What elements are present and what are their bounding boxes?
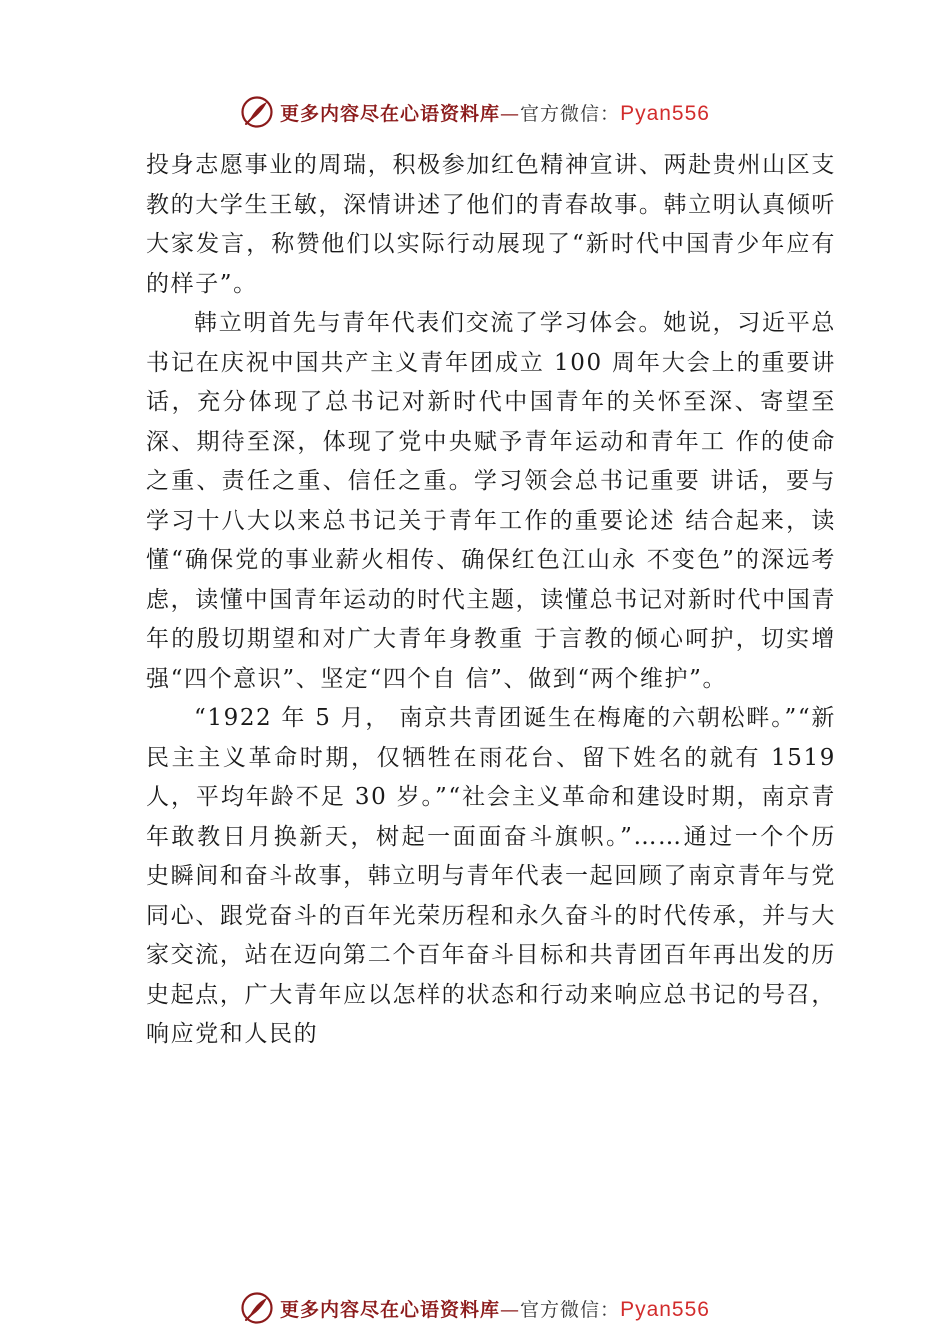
header-wechat-id: Pyan556 bbox=[620, 101, 710, 125]
quill-logo-icon bbox=[240, 1291, 274, 1325]
header-wechat-label: 官方微信： bbox=[520, 102, 621, 125]
footer-wechat-label: 官方微信： bbox=[520, 1298, 621, 1321]
header-text bbox=[280, 99, 710, 126]
footer-banner bbox=[0, 1288, 950, 1328]
header-site-text: 更多内容尽在心语资料库 bbox=[280, 102, 501, 125]
quill-logo-icon bbox=[240, 95, 274, 129]
document-body bbox=[146, 146, 836, 1055]
header-dash: — bbox=[500, 102, 521, 125]
footer-text bbox=[280, 1295, 710, 1322]
paragraph-3: “1922 年 5 月， 南京共青团诞生在梅庵的六朝松畔。”“新民主主义革命时期，仅牺牲在雨花台、留下姓名的就有 1519 人，平均年龄不足 30 岁。”“社会主义革命和建设时期，南京青年敢教日月换新天，树起一面面奋斗旗帜。”……通过一个个历史瞬间和奋斗故事，韩立明与青年代表一起回顾了南京青年与党同心、跟党奋斗的百年光荣历程和永久奋斗的时代传承，并与大家交流，站在迈向第二个百年奋斗目标和共青团百年再出发的历史起点，广大青年应以怎样的状态和行动来响应总书记的号召，响应党和人民的 bbox=[146, 705, 836, 1047]
paragraph-2: 韩立明首先与青年代表们交流了学习体会。她说，习近平总书记在庆祝中国共产主义青年团成立 100 周年大会上的重要讲话，充分体现了总书记对新时代中国青年的关怀至深、寄望至深、期待至深，体现了党中央赋予青年运动和青年工 作的使命之重、责任之重、信任之重。学习领会总书记重要 讲话，要与学习十八大以来总书记关于青年工作的重要论述 结合起来，读懂“确保党的事业薪火相传、确保红色江山永 不变色”的深远考虑，读懂中国青年运动的时代主题，读懂总书记对新时代中国青年的殷切期望和对广大青年身教重 于言教的倾心呵护，切实增强“四个意识”、坚定“四个自 信”、做到“两个维护”。 bbox=[146, 310, 836, 692]
footer-wechat-id: Pyan556 bbox=[620, 1297, 710, 1321]
header-banner bbox=[0, 92, 950, 132]
footer-dash: — bbox=[500, 1298, 521, 1321]
footer-site-text: 更多内容尽在心语资料库 bbox=[280, 1298, 501, 1321]
paragraph-1: 投身志愿事业的周瑞，积极参加红色精神宣讲、两赴贵州山区支教的大学生王敏，深情讲述了他们的青春故事。韩立明认真倾听大家发言，称赞他们以实际行动展现了“新时代中国青少年应有的样子”。 bbox=[146, 152, 836, 297]
